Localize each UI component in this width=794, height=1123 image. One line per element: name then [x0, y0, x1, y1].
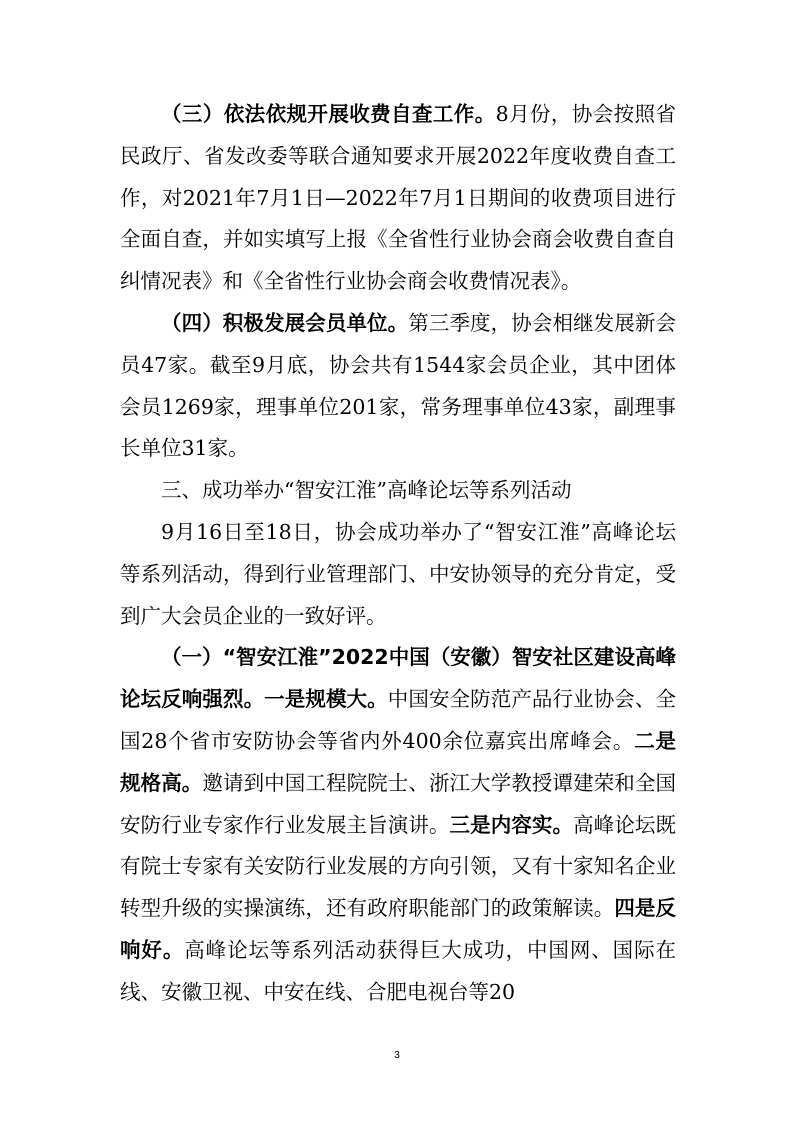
paragraph-text: 邀请到中国工程院院士、浙江大学教授谭建荣和全国安防行业专家作行业发展主旨演讲。 — [120, 770, 677, 837]
section-intro: 9月16日至18日，协会成功举办了“智安江淮”高峰论坛等系列活动，得到行业管理部门、中安协领导的充分肯定，受到广大会员企业的一致好评。 — [120, 519, 676, 628]
point-label: 三是内容实。 — [449, 812, 574, 837]
point-label: 二是规格高。 — [120, 728, 677, 795]
paragraph-text: 高峰论坛等系列活动获得巨大成功，中国网、国际在线、安徽卫视、中安在线、合肥电视台等20 — [120, 937, 677, 1004]
paragraph-text: 8月份，协会按照省民政厅、省发改委等联合通知要求开展2022年度收费自查工作，对2021年7月1日—2022年7月1日期间的收费项目进行全面自查，并如实填写上报《全省性行业协会商会收费自查自纠情况表》和《全省性行业协会商会收费情况表》。 — [120, 102, 677, 294]
page-number: 3 — [394, 1050, 400, 1061]
point-label: 四是反响好。 — [120, 896, 677, 962]
paragraph-member-development — [120, 303, 676, 470]
section-heading: 三、成功举办“智安江淮”高峰论坛等系列活动 — [161, 478, 572, 503]
paragraph-fee-self-check — [120, 94, 676, 303]
document-body — [120, 94, 676, 1014]
paragraph-lead: （三）依法依规开展收费自查工作。 — [161, 102, 496, 126]
paragraph-text: 中国安全防范产品行业协会、全国28个省市安防协会等省内外400余位嘉宾出席峰会。 — [120, 687, 676, 753]
paragraph-lead: （四）积极发展会员单位。 — [161, 310, 409, 335]
paragraph-text: 高峰论坛既有院士专家有关安防行业发展的方向引领，又有十家知名企业转型升级的实操演练，还有政府职能部门的政策解读。 — [120, 812, 677, 921]
paragraph-summit-forum — [120, 637, 676, 1013]
paragraph-text: 第三季度，协会相继发展新会员47家。截至9月底，协会共有1544家会员企业，其中团体会员1269家，理事单位201家，常务理事单位43家，副理事长单位31家。 — [120, 310, 676, 461]
paragraph-lead: （一）“智安江淮”2022中国（安徽）智安社区建设高峰论坛反响强烈。一是规模大。 — [120, 645, 676, 712]
